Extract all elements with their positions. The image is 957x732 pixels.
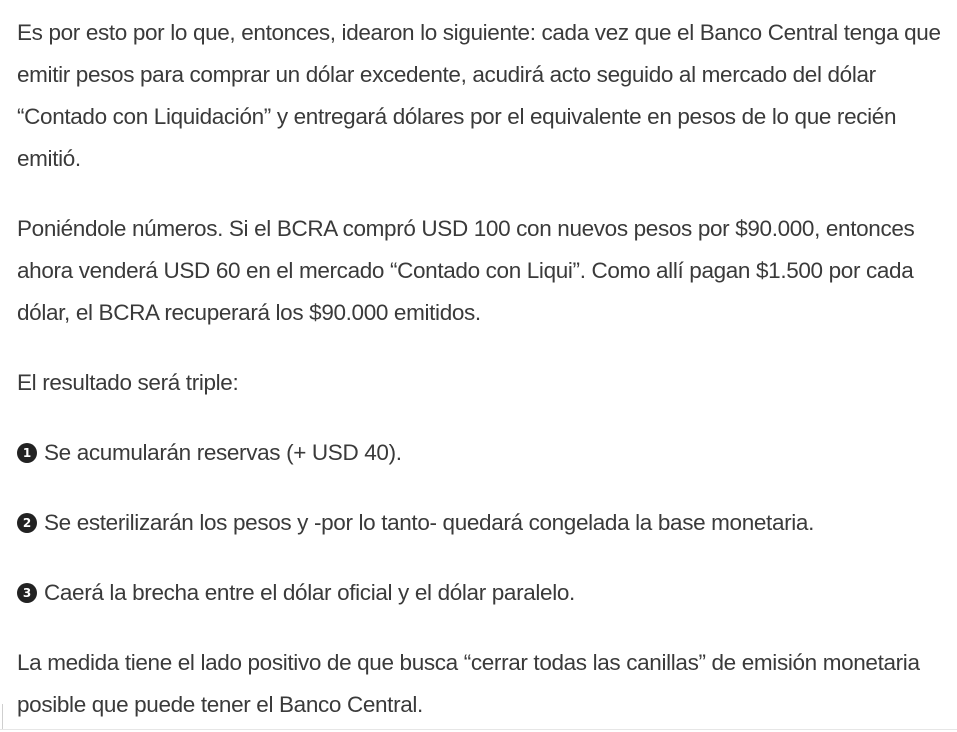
paragraph-numbers: Poniéndole números. Si el BCRA compró USD 100 con nuevos pesos por $90.000, entonces ahora venderá USD 60 en el mercado “Contado con Liqui”. Como allí pagan $1.500 por cada dólar, el BCRA recuperará los $90.000 emitidos. xyxy=(17,216,915,325)
number-two-icon: 2 xyxy=(17,513,37,533)
bottom-divider xyxy=(0,729,957,730)
list-item xyxy=(17,432,947,474)
list-item-text: Se acumularán reservas (+ USD 40). xyxy=(44,440,402,465)
list-item-text: Se esterilizarán los pesos y -por lo tanto- quedará congelada la base monetaria. xyxy=(44,510,814,535)
left-edge-divider xyxy=(2,704,3,730)
number-one-icon: 1 xyxy=(17,443,37,463)
paragraph-intro: Es por esto por lo que, entonces, idearon lo siguiente: cada vez que el Banco Central tenga que emitir pesos para comprar un dólar excedente, acudirá acto seguido al mercado del dólar “Contado con Liquidación” y entregará dólares por el equivalente en pesos de lo que recién emitió. xyxy=(17,20,941,171)
list-item xyxy=(17,502,947,544)
number-three-icon: 3 xyxy=(17,583,37,603)
list-item-text: Caerá la brecha entre el dólar oficial y el dólar paralelo. xyxy=(44,580,575,605)
paragraph-result: El resultado será triple: xyxy=(17,370,239,395)
paragraph-conclusion: La medida tiene el lado positivo de que busca “cerrar todas las canillas” de emisión monetaria posible que puede tener el Banco Central. xyxy=(17,650,920,717)
list-item xyxy=(17,572,947,614)
